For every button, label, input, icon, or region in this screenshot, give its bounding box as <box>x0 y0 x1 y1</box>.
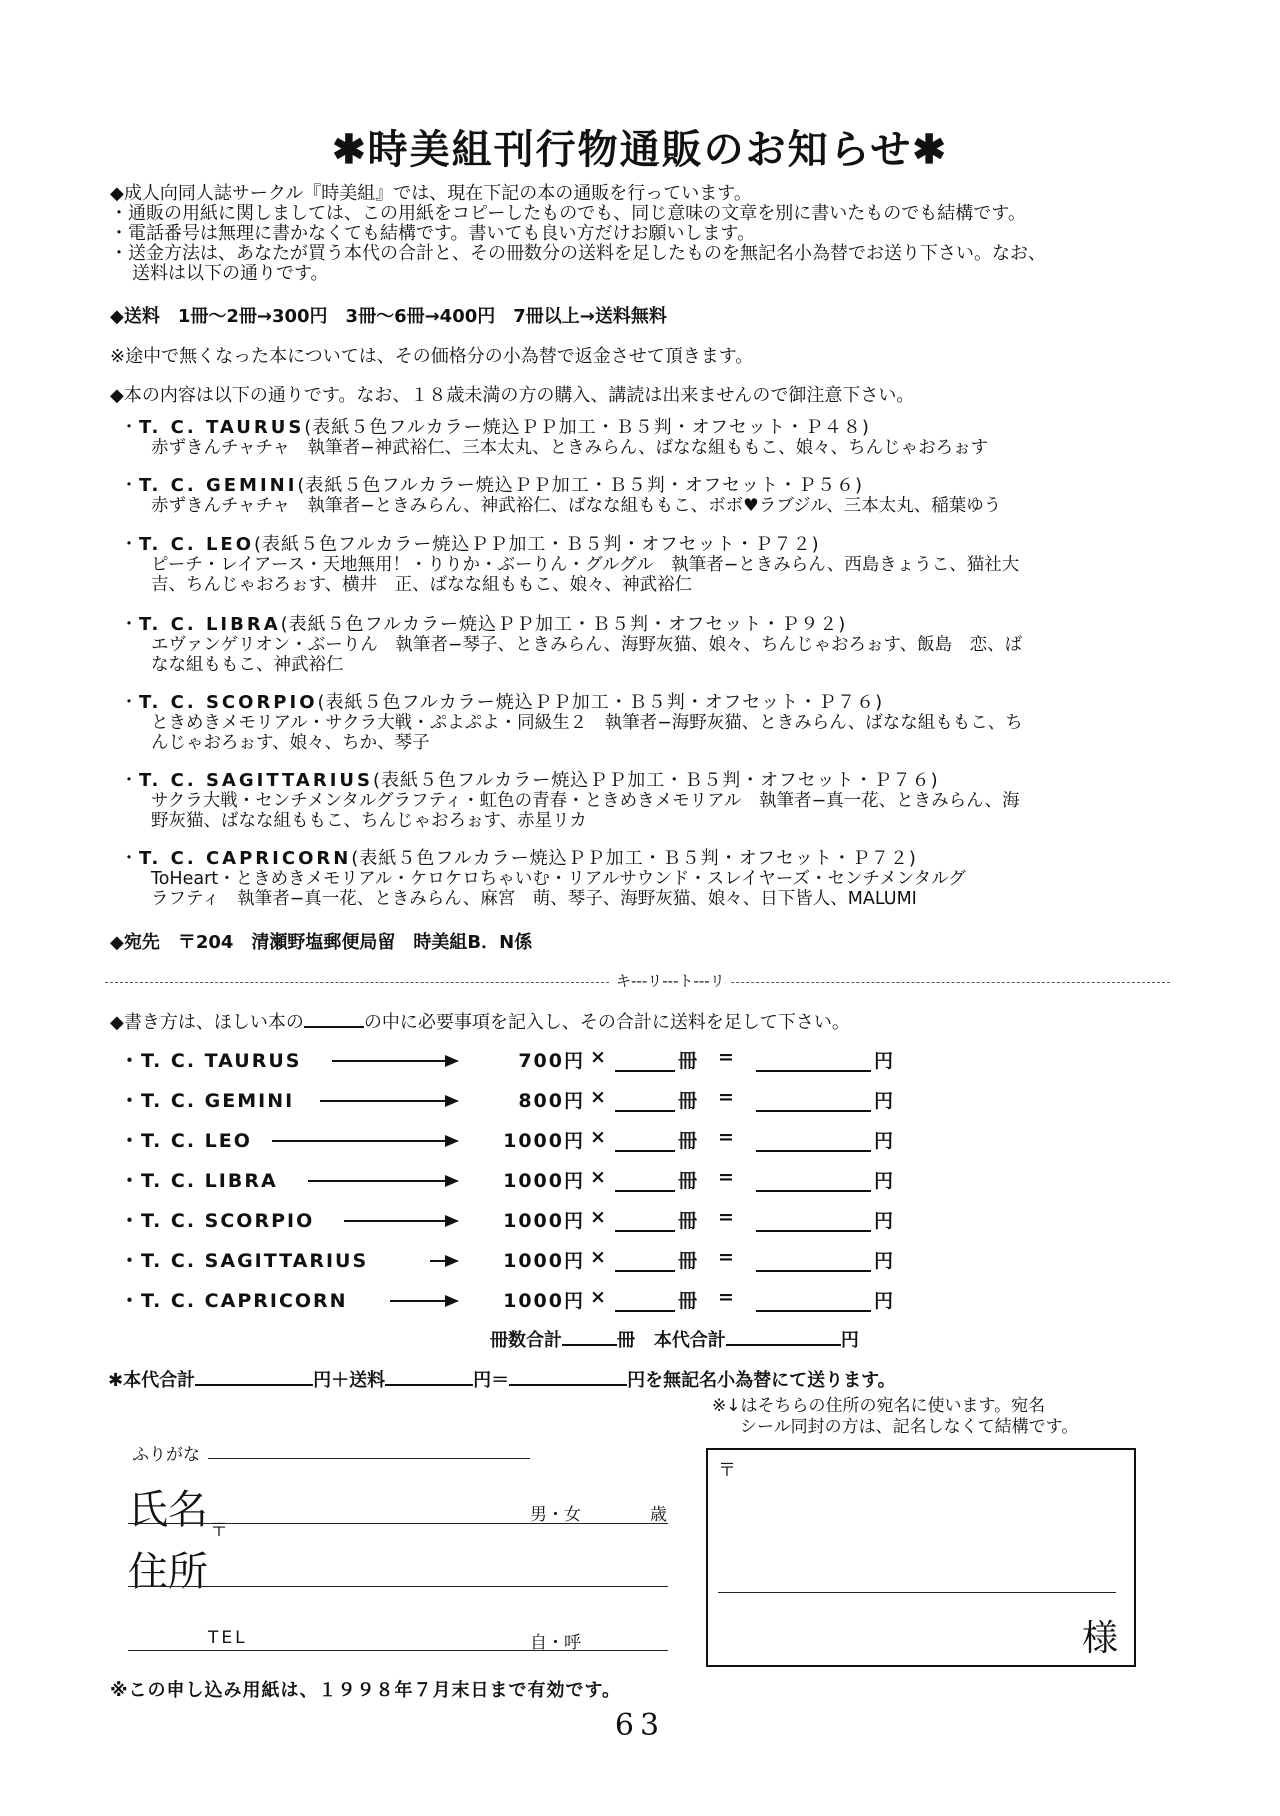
book-spec: (表紙５色フルカラー焼込ＰＰ加工・Ｂ５判・オフセット・Ｐ５６) <box>297 475 864 496</box>
times-sign: × <box>590 1046 606 1068</box>
sama-label: 様 <box>1081 1618 1118 1659</box>
howto-prefix: ◆書き方は、ほしい本の <box>110 1012 304 1033</box>
address-label-box[interactable] <box>706 1448 1136 1667</box>
postal-mark: 〒 <box>210 1520 228 1541</box>
box-name-line <box>718 1592 1116 1593</box>
book-entry-libra: ・T. C. LIBRA(表紙５色フルカラー焼込ＰＰ加工・Ｂ５判・オフセット・Ｐ９２) エヴァンゲリオン・ぶーりん 執筆者−琴子、ときみらん、海野灰猫、娘々、ちんじゃおろぉす、飯島 恋、ば なな組ももこ、神武裕仁 <box>120 614 1023 675</box>
book-name: T. C. TAURUS <box>139 417 305 438</box>
arrow-icon <box>390 1300 457 1302</box>
quantity-field[interactable] <box>615 1190 675 1192</box>
subtotal-field[interactable] <box>756 1110 871 1112</box>
book-entry-gemini: ・T. C. GEMINI(表紙５色フルカラー焼込ＰＰ加工・Ｂ５判・オフセット・Ｐ５６) 赤ずきんチャチャ 執筆者−ときみらん、神武裕仁、ばなな組ももこ、ボボ♥ラブジル、三本太丸、稲葉ゆう <box>120 475 1002 516</box>
book-name: T. C. CAPRICORN <box>139 848 352 869</box>
yen-unit: 円 <box>874 1050 894 1072</box>
book-desc: サクラ大戦・センチメンタルグラフティ・虹色の青春・ときめきメモリアル 執筆者−真一花、ときみらん、海 <box>151 791 1020 811</box>
label-note-line: ※↓はそちらの住所の宛名に使います。宛名 <box>712 1396 1046 1416</box>
order-book-name: ・T. C. SCORPIO <box>120 1210 315 1232</box>
address-field[interactable] <box>128 1586 668 1587</box>
equals-sign: = <box>718 1166 734 1188</box>
sum-tail: 円を無記名小為替にて送ります。 <box>627 1370 896 1391</box>
book-entry-sagittarius: ・T. C. SAGITTARIUS(表紙５色フルカラー焼込ＰＰ加工・Ｂ５判・オフセット・Ｐ７６) サクラ大戦・センチメンタルグラフティ・虹色の青春・ときめきメモリアル 執筆者−真一花、ときみらん、海 野灰猫、ばなな組ももこ、ちんじゃおろぉす、赤星リカ <box>120 770 1020 831</box>
book-entry-scorpio: ・T. C. SCORPIO(表紙５色フルカラー焼込ＰＰ加工・Ｂ５判・オフセット・Ｐ７６) ときめきメモリアル・サクラ大戦・ぷよぷよ・同級生２ 執筆者−海野灰猫、ときみらん、ばなな組ももこ、ち んじゃおろぉす、娘々、ちか、琴子 <box>120 692 1023 753</box>
price-total-unit: 円 <box>840 1330 859 1351</box>
tel-field[interactable] <box>128 1650 668 1651</box>
yen-unit: 円 <box>874 1290 894 1312</box>
book-desc: 野灰猫、ばなな組ももこ、ちんじゃおろぉす、赤星リカ <box>151 811 587 831</box>
label-note-line: シール同封の方は、記名しなくて結構です。 <box>740 1417 1079 1437</box>
times-sign: × <box>590 1166 606 1188</box>
tel-label: TEL <box>208 1628 248 1648</box>
order-price: 1000円 <box>503 1250 585 1272</box>
mailing-address: ◆宛先 〒204 清瀬野塩郵便局留 時美組B．N係 <box>110 932 533 953</box>
price-total-field[interactable] <box>726 1326 841 1346</box>
satsu-unit: 冊 <box>678 1090 698 1112</box>
times-sign: × <box>590 1246 606 1268</box>
satsu-unit: 冊 <box>678 1130 698 1152</box>
quantity-field[interactable] <box>615 1270 675 1272</box>
book-desc: 赤ずきんチャチャ 執筆者−神武裕仁、三本太丸、ときみらん、ばなな組ももこ、娘々、ちんじゃおろぉす <box>151 438 989 458</box>
book-name: T. C. SAGITTARIUS <box>139 770 373 791</box>
arrow-icon <box>344 1220 457 1222</box>
subtotal-field[interactable] <box>756 1150 871 1152</box>
quantity-field[interactable] <box>615 1310 675 1312</box>
order-price: 1000円 <box>503 1130 585 1152</box>
equals-sign: = <box>718 1286 734 1308</box>
totals-row <box>490 1326 859 1352</box>
price-total-label: 本代合計 <box>653 1330 726 1351</box>
arrow-icon <box>308 1180 457 1182</box>
subtotal-field[interactable] <box>756 1070 871 1072</box>
sum-plus-shipping: 円＋送料 <box>313 1370 386 1391</box>
times-sign: × <box>590 1126 606 1148</box>
label-note <box>712 1396 1078 1438</box>
howto-suffix: の中に必要事項を記入し、その合計に送料を足して下さい。 <box>363 1012 850 1033</box>
address-label: 住所 <box>128 1549 208 1595</box>
satsu-unit: 冊 <box>678 1210 698 1232</box>
book-entry-capricorn: ・T. C. CAPRICORN(表紙５色フルカラー焼込ＰＰ加工・Ｂ５判・オフセット・Ｐ７２) ToHeart・ときめきメモリアル・ケロケロちゃいむ・リアルサウンド・スレイヤーズ・センチメンタルグ ラフティ 執筆者−真一花、ときみらん、麻宮 萌、琴子、海野灰猫、娘々、日下皆人、MALUMI <box>120 848 966 909</box>
cut-label: キ‐‐‐リ‐‐‐ト‐‐‐リ <box>610 970 731 991</box>
order-price: 1000円 <box>503 1290 585 1312</box>
equals-sign: = <box>718 1246 734 1268</box>
book-name: T. C. LEO <box>139 534 255 555</box>
intro-line: 送料は以下の通りです。 <box>132 263 329 284</box>
book-desc: 吉、ちんじゃおろぉす、横井 正、ばなな組ももこ、娘々、神武裕仁 <box>151 575 693 595</box>
quantity-field[interactable] <box>615 1230 675 1232</box>
blank-example <box>304 1008 364 1028</box>
satsu-unit: 冊 <box>678 1170 698 1192</box>
book-desc: んじゃおろぉす、娘々、ちか、琴子 <box>151 733 430 753</box>
book-desc: ラフティ 執筆者−真一花、ときみらん、麻宮 萌、琴子、海野灰猫、娘々、日下皆人、MALUMI <box>151 889 917 909</box>
equals-sign: = <box>718 1046 734 1068</box>
book-name: T. C. SCORPIO <box>139 692 318 713</box>
box-postal-mark: 〒 <box>718 1460 736 1481</box>
order-book-name: ・T. C. GEMINI <box>120 1090 295 1112</box>
phone-type-label: 自・呼 <box>530 1633 581 1653</box>
book-name: T. C. GEMINI <box>139 475 298 496</box>
book-desc: ToHeart・ときめきメモリアル・ケロケロちゃいむ・リアルサウンド・スレイヤーズ・センチメンタルグ <box>151 869 966 889</box>
book-name: T. C. LIBRA <box>139 614 281 635</box>
times-sign: × <box>590 1286 606 1308</box>
book-entry-leo: ・T. C. LEO(表紙５色フルカラー焼込ＰＰ加工・Ｂ５判・オフセット・Ｐ７２) ピーチ・レイアース・天地無用！・りりか・ぶーりん・グルグル 執筆者−ときみらん、西島きょうこ、猫社大 吉、ちんじゃおろぉす、横井 正、ばなな組ももこ、娘々、神武裕仁 <box>120 534 1020 595</box>
book-entry-taurus: ・T. C. TAURUS(表紙５色フルカラー焼込ＰＰ加工・Ｂ５判・オフセット・Ｐ４８) 赤ずきんチャチャ 執筆者−神武裕仁、三本太丸、ときみらん、ばなな組ももこ、娘々、ちんじゃおろぉす <box>120 417 989 458</box>
subtotal-field[interactable] <box>756 1310 871 1312</box>
page-number: 63 <box>614 1708 666 1743</box>
count-total-field[interactable] <box>562 1326 617 1346</box>
count-total-unit: 冊 <box>617 1330 635 1351</box>
order-price: 1000円 <box>503 1210 585 1232</box>
yen-unit: 円 <box>874 1170 894 1192</box>
book-desc: エヴァンゲリオン・ぶーりん 執筆者−琴子、ときみらん、海野灰猫、娘々、ちんじゃおろぉす、飯島 恋、ば <box>151 635 1023 655</box>
age-label: 歳 <box>650 1505 667 1525</box>
intro-line: ・電話番号は無理に書かなくても結構です。書いても良い方だけお願いします。 <box>110 223 756 244</box>
book-desc: なな組ももこ、神武裕仁 <box>151 655 344 675</box>
validity-note: ※この申し込み用紙は、１９９８年７月末日まで有効です。 <box>110 1680 622 1701</box>
sum-equals: 円＝ <box>473 1370 510 1391</box>
furigana-field[interactable] <box>208 1458 530 1459</box>
order-price: 1000円 <box>503 1170 585 1192</box>
times-sign: × <box>590 1206 606 1228</box>
subtotal-field[interactable] <box>756 1270 871 1272</box>
book-desc: 赤ずきんチャチャ 執筆者−ときみらん、神武裕仁、ばなな組ももこ、ボボ♥ラブジル、三本太丸、稲葉ゆう <box>151 496 1002 516</box>
book-spec: (表紙５色フルカラー焼込ＰＰ加工・Ｂ５判・オフセット・Ｐ７６) <box>317 692 884 713</box>
count-total-label: 冊数合計 <box>490 1330 562 1351</box>
sum-label: ✱本代合計 <box>108 1370 196 1391</box>
shipping-info: ◆送料 1冊〜2冊→300円 3冊〜6冊→400円 7冊以上→送料無料 <box>110 306 667 327</box>
times-sign: × <box>590 1086 606 1108</box>
intro-line: ◆成人向同人誌サークル『時美組』では、現在下記の本の通販を行っています。 <box>110 183 752 204</box>
contents-note: ◆本の内容は以下の通りです。なお、１８歳未満の方の購入、講読は出来ませんので御注意下さい。 <box>110 385 915 406</box>
howto-instructions <box>110 1008 850 1034</box>
intro-line: ・通販の用紙に関しましては、この用紙をコピーしたものでも、同じ意味の文章を別に書いたものでも結構です。 <box>110 203 1026 224</box>
page-title: ✱時美組刊行物通販のお知らせ✱ <box>332 126 948 173</box>
book-spec: (表紙５色フルカラー焼込ＰＰ加工・Ｂ５判・オフセット・Ｐ７２) <box>254 534 820 555</box>
equals-sign: = <box>718 1126 734 1148</box>
order-price: 700円 <box>518 1050 585 1072</box>
shipping-field[interactable] <box>385 1366 473 1386</box>
order-book-name: ・T. C. TAURUS <box>120 1050 302 1072</box>
quantity-field[interactable] <box>615 1070 675 1072</box>
book-spec: (表紙５色フルカラー焼込ＰＰ加工・Ｂ５判・オフセット・Ｐ７６) <box>372 770 939 791</box>
furigana-label: ふりがな <box>132 1445 200 1465</box>
satsu-unit: 冊 <box>678 1290 698 1312</box>
book-spec: (表紙５色フルカラー焼込ＰＰ加工・Ｂ５判・オフセット・Ｐ４８) <box>304 417 870 438</box>
yen-unit: 円 <box>874 1130 894 1152</box>
intro-line: ・送金方法は、あなたが買う本代の合計と、その冊数分の送料を足したものを無記名小為替でお送り下さい。なお、 <box>110 243 1046 264</box>
arrow-icon <box>332 1060 457 1062</box>
name-label: 氏名 <box>128 1487 208 1533</box>
gender-label: 男・女 <box>530 1505 581 1525</box>
arrow-icon <box>430 1260 457 1262</box>
subtotal-field[interactable] <box>756 1230 871 1232</box>
satsu-unit: 冊 <box>678 1250 698 1272</box>
book-desc: ときめきメモリアル・サクラ大戦・ぷよぷよ・同級生２ 執筆者−海野灰猫、ときみらん、ばなな組ももこ、ち <box>151 713 1023 733</box>
intro-block <box>110 184 1046 284</box>
yen-unit: 円 <box>874 1250 894 1272</box>
quantity-field[interactable] <box>615 1150 675 1152</box>
order-price: 800円 <box>518 1090 585 1112</box>
satsu-unit: 冊 <box>678 1050 698 1072</box>
order-book-name: ・T. C. LIBRA <box>120 1170 278 1192</box>
name-field[interactable] <box>128 1523 668 1524</box>
order-book-name: ・T. C. SAGITTARIUS <box>120 1250 369 1272</box>
order-book-name: ・T. C. LEO <box>120 1130 252 1152</box>
quantity-field[interactable] <box>615 1110 675 1112</box>
book-spec: (表紙５色フルカラー焼込ＰＰ加工・Ｂ５判・オフセット・Ｐ９２) <box>280 614 847 635</box>
equals-sign: = <box>718 1206 734 1228</box>
yen-unit: 円 <box>874 1090 894 1112</box>
subtotal-field[interactable] <box>756 1190 871 1192</box>
book-spec: (表紙５色フルカラー焼込ＰＰ加工・Ｂ５判・オフセット・Ｐ７２) <box>351 848 917 869</box>
refund-note: ※途中で無くなった本については、その価格分の小為替で返金させて頂きます。 <box>110 346 754 367</box>
book-desc: ピーチ・レイアース・天地無用！・りりか・ぶーりん・グルグル 執筆者−ときみらん、西島きょうこ、猫社大 <box>151 555 1020 575</box>
arrow-icon <box>320 1100 457 1102</box>
book-total-field[interactable] <box>195 1366 313 1386</box>
grand-total-field[interactable] <box>509 1366 627 1386</box>
equals-sign: = <box>718 1086 734 1108</box>
arrow-icon <box>272 1140 457 1142</box>
order-book-name: ・T. C. CAPRICORN <box>120 1290 348 1312</box>
yen-unit: 円 <box>874 1210 894 1232</box>
sum-line <box>108 1366 896 1392</box>
